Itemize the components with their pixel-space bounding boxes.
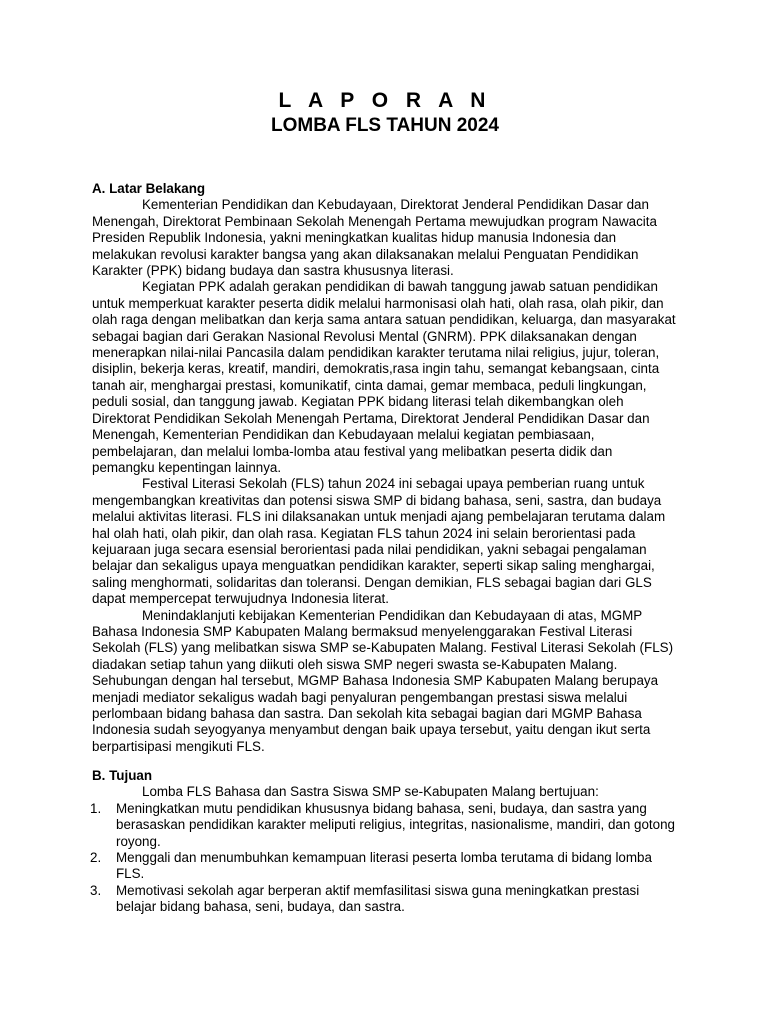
list-item	[92, 801, 678, 850]
paragraph: Menindaklanjuti kebijakan Kementerian Pendidikan dan Kebudayaan di atas, MGMP Bahasa Indonesia SMP Kabupaten Malang bermaksud menyelenggarakan Festival Literasi Sekolah (FLS) yang melibatkan siswa SMP se-Kabupaten Malang. Festival Literasi Sekolah (FLS) diadakan setiap tahun yang diikuti oleh siswa SMP negeri swasta se-Kabupaten Malang. Sehubungan dengan hal tersebut, MGMP Bahasa Indonesia SMP Kabupaten Malang berupaya menjadi mediator sekaligus wadah bagi penyaluran pengembangan prestasi siswa melalui perlombaan bidang bahasa dan sastra. Dan sekolah kita sebagai bagian dari MGMP Bahasa Indonesia sudah seyogyanya menyambut dengan baik upaya tersebut, yaitu dengan ikut serta berpartisipasi mengikuti FLS.	[92, 607, 674, 754]
paragraph: Festival Literasi Sekolah (FLS) tahun 2024 ini sebagai upaya pemberian ruang untuk mengembangkan kreativitas dan potensi siswa SMP di bidang bahasa, seni, sastra, dan budaya melalui aktivitas literasi. FLS ini dilaksanakan untuk menjadi ajang pembelajaran terutama dalam hal olah hati, olah pikir, dan olah rasa. Kegiatan FLS tahun 2024 ini selain berorientasi pada kejuaraan juga secara esensial berorientasi pada nilai pendidikan, yakni sebagai pengalaman belajar dan sekaligus upaya menguatkan pendidikan karakter, seperti sikap saling menghargai, saling menghormati, solidaritas dan toleransi. Dengan demikian, FLS sebagai bagian dari GLS dapat mempercepat terwujudnya Indonesia literat.	[92, 476, 666, 607]
paragraph: Kementerian Pendidikan dan Kebudayaan, Direktorat Jenderal Pendidikan Dasar dan Menengah, Direktorat Pembinaan Sekolah Menengah Pertama mewujudkan program Nawacita Presiden Republik Indonesia, yakni meningkatkan kualitas hidup manusia Indonesia dan melakukan revolusi karakter bangsa yang akan dilaksanakan melalui Penguatan Pendidikan Karakter (PPK) bidang budaya dan sastra khususnya literasi.	[92, 197, 657, 279]
section-latar-belakang	[92, 181, 678, 755]
list-item-text: Memotivasi sekolah agar berperan aktif memfasilitasi siswa guna meningkatkan prestasi belajar bidang bahasa, seni, budaya, dan sastra.	[116, 882, 640, 915]
section-heading: A. Latar Belakang	[92, 181, 206, 196]
paragraph: Kegiatan PPK adalah gerakan pendidikan di bawah tanggung jawab satuan pendidikan untuk memperkuat karakter peserta didik melalui harmonisasi olah hati, olah rasa, olah pikir, dan olah raga dengan melibatkan dan kerja sama antara satuan pendidikan, keluarga, dan masyarakat sebagai bagian dari Gerakan Nasional Revolusi Mental (GNRM). PPK dilaksanakan dengan menerapkan nilai-nilai Pancasila dalam pendidikan karakter terutama nilai religius, jujur, toleran, disiplin, bekerja keras, kreatif, mandiri, demokratis,rasa ingin tahu, semangat kebangsaan, cinta tanah air, menghargai prestasi, komunikatif, cinta damai, gemar membaca, peduli lingkungan, peduli sosial, dan tanggung jawab. Kegiatan PPK bidang literasi telah dikembangkan oleh Direktorat Pendidikan Sekolah Menengah Pertama, Direktorat Jenderal Pendidikan Dasar dan Menengah, Kementerian Pendidikan dan Kebudayaan melalui kegiatan pembiasaan, pembelajaran, dan melalui lomba-lomba atau festival yang melibatkan peserta didik dan pemangku kepentingan lainnya.	[92, 279, 676, 475]
section-heading: B. Tujuan	[92, 768, 153, 783]
list-item	[92, 850, 678, 883]
document-subtitle: LOMBA FLS TAHUN 2024	[270, 115, 500, 136]
list-item-number: 1.	[90, 800, 102, 816]
section-tujuan	[92, 768, 678, 916]
goals-list	[92, 801, 678, 916]
list-item	[92, 883, 678, 916]
list-item-number: 3.	[90, 882, 102, 898]
list-item-number: 2.	[90, 850, 102, 866]
section-intro: Lomba FLS Bahasa dan Sastra Siswa SMP se-Kabupaten Malang bertujuan:	[142, 784, 599, 800]
list-item-text: Menggali dan menumbuhkan kemampuan literasi peserta lomba terutama di bidang lomba FLS.	[116, 850, 652, 882]
list-item-text: Meningkatkan mutu pendidikan khususnya bidang bahasa, seni, budaya, dan sastra yang berasaskan pendidikan karakter meliputi religius, integritas, nasionalisme, mandiri, dan gotong royong.	[116, 800, 675, 849]
document-title: L A P O R A N	[278, 89, 492, 112]
